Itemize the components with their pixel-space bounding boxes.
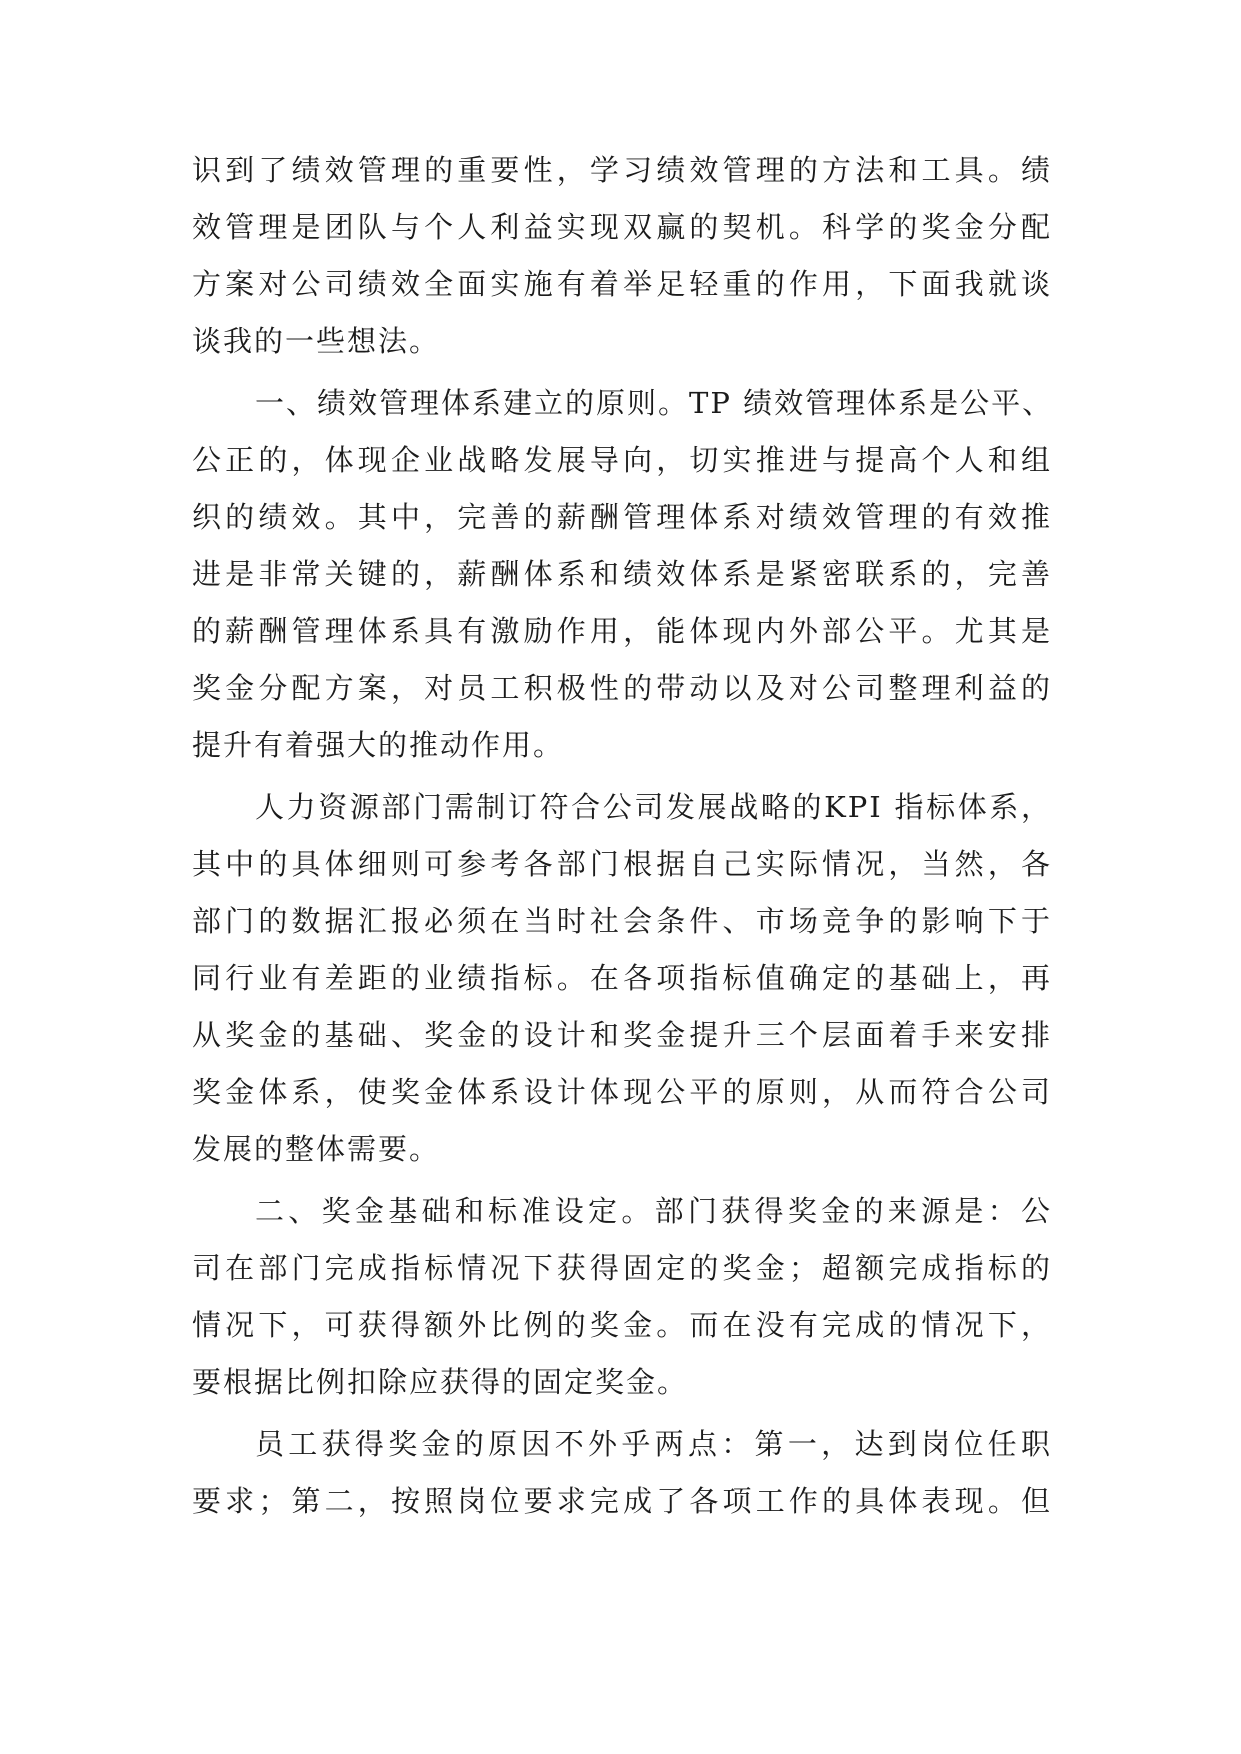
text-line: 同行业有差距的业绩指标。在各项指标值确定的基础上，再	[192, 961, 1052, 995]
paragraph-first-line: 人力资源部门需制订符合公司发展战略的KPI 指标体系，	[255, 790, 1052, 824]
text-line: 部门的数据汇报必须在当时社会条件、市场竞争的影响下于	[192, 904, 1052, 938]
paragraph-first-line: 二、奖金基础和标准设定。部门获得奖金的来源是：公	[255, 1194, 1052, 1228]
text-line: 方案对公司绩效全面实施有着举足轻重的作用，下面我就谈	[192, 267, 1052, 301]
text-line: 提升有着强大的推动作用。	[192, 728, 565, 762]
text-line: 公正的，体现企业战略发展导向，切实推进与提高个人和组	[192, 443, 1052, 477]
text-line: 司在部门完成指标情况下获得固定的奖金；超额完成指标的	[192, 1251, 1052, 1285]
text-line: 进是非常关键的，薪酬体系和绩效体系是紧密联系的，完善	[192, 557, 1052, 591]
text-line: 发展的整体需要。	[192, 1132, 441, 1166]
text-line: 要根据比例扣除应获得的固定奖金。	[192, 1365, 689, 1399]
text-line: 情况下，可获得额外比例的奖金。而在没有完成的情况下，	[192, 1308, 1052, 1342]
text-line: 奖金体系，使奖金体系设计体现公平的原则，从而符合公司	[192, 1075, 1052, 1109]
text-line: 效管理是团队与个人利益实现双赢的契机。科学的奖金分配	[192, 210, 1052, 244]
text-line: 识到了绩效管理的重要性，学习绩效管理的方法和工具。绩	[192, 153, 1052, 187]
text-line: 其中的具体细则可参考各部门根据自己实际情况，当然，各	[192, 847, 1052, 881]
text-line: 要求；第二，按照岗位要求完成了各项工作的具体表现。但	[192, 1484, 1052, 1518]
paragraph-first-line: 员工获得奖金的原因不外乎两点：第一，达到岗位任职	[255, 1427, 1052, 1461]
text-line: 织的绩效。其中，完善的薪酬管理体系对绩效管理的有效推	[192, 500, 1052, 534]
text-line: 谈我的一些想法。	[192, 324, 441, 358]
text-line: 从奖金的基础、奖金的设计和奖金提升三个层面着手来安排	[192, 1018, 1052, 1052]
text-line: 的薪酬管理体系具有激励作用，能体现内外部公平。尤其是	[192, 614, 1052, 648]
paragraph-first-line: 一、绩效管理体系建立的原则。TP 绩效管理体系是公平、	[255, 386, 1054, 420]
text-line: 奖金分配方案，对员工积极性的带动以及对公司整理利益的	[192, 671, 1052, 705]
